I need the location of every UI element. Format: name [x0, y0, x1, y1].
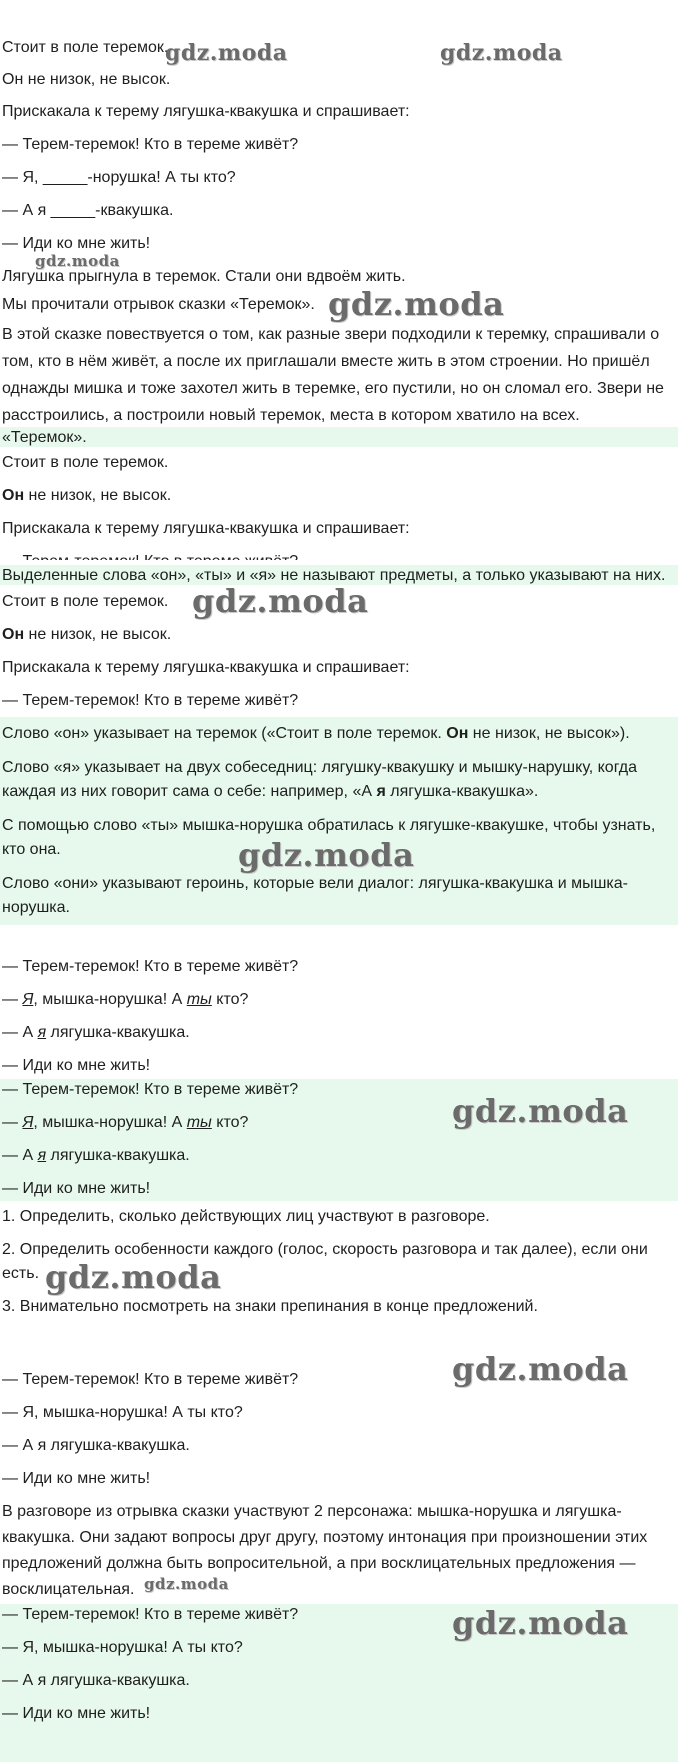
poem-line: — Иди ко мне жить!: [2, 235, 151, 252]
explain-line: кто она.: [2, 841, 61, 858]
dialog-line: — Иди ко мне жить!: [2, 1470, 151, 1487]
dialog-line: — Терем-теремок! Кто в тереме живёт?: [2, 1606, 299, 1623]
answer-highlight: [0, 427, 678, 447]
watermark-logo: gdz.moda: [452, 1350, 629, 1388]
summary-line: том, кто в нём живёт, а после их приглашали вместе жить в этом строении. Но пришёл: [2, 353, 650, 370]
conclusion-line: квакушка. Они задают вопросы друг другу, поэтому интонация при произношении этих: [2, 1529, 648, 1546]
watermark-logo: gdz.moda: [165, 40, 288, 66]
explain-line: [2, 782, 538, 802]
poem-line: Прискакала к терему лягушка-квакушка и спрашивает:: [2, 520, 410, 537]
text-span: лягушка-квакушка.: [46, 1024, 190, 1041]
text-span: , мышка-норушка! А: [33, 1114, 187, 1131]
text-span: — А: [2, 1024, 38, 1041]
watermark-logo: gdz.moda: [45, 1258, 222, 1296]
watermark-logo: gdz.moda: [238, 836, 415, 874]
pronoun-underlined: ты: [186, 1114, 212, 1131]
poem-line: Он не низок, не высок.: [2, 71, 171, 88]
watermark-logo: gdz.moda: [452, 1604, 629, 1642]
bold-word: Он: [2, 626, 25, 643]
text-span: Слово «он» указывает на теремок («Стоит в поле теремок.: [2, 725, 447, 742]
step-line: 1. Определить, сколько действующих лиц участвуют в разговоре.: [2, 1208, 490, 1225]
pronoun-underlined: Я: [22, 1114, 34, 1131]
dialog-line: — Иди ко мне жить!: [2, 1180, 151, 1197]
conclusion-line: восклицательная.: [2, 1581, 135, 1598]
text-span: не низок, не высок.: [24, 626, 172, 643]
watermark-logo: gdz.moda: [440, 40, 563, 66]
text-span: каждая из них говорит сама о себе: например, «А: [2, 783, 377, 800]
text-span: лягушка-квакушка».: [385, 783, 539, 800]
poem-line: Прискакала к терему лягушка-квакушка и спрашивает:: [2, 103, 410, 120]
explain-line: Слово «я» указывает на двух собеседниц: лягушку-квакушку и мышку-нарушку, когда: [2, 759, 638, 776]
text-span: —: [2, 991, 23, 1008]
poem-line: Лягушка прыгнула в теремок. Стали они вдвоём жить.: [2, 268, 406, 285]
explain-line: Слово «они» указывают героинь, которые вели диалог: лягушка-квакушка и мышка-: [2, 875, 628, 892]
watermark-logo: gdz.moda: [144, 1575, 229, 1593]
pronoun-underlined: я: [37, 1024, 47, 1041]
poem-line: [2, 625, 171, 645]
explain-line: норушка.: [2, 899, 70, 916]
dialog-line: — Иди ко мне жить!: [2, 1705, 151, 1722]
explain-line: [2, 724, 630, 744]
bold-word: Он: [2, 487, 25, 504]
read-line: Мы прочитали отрывок сказки «Теремок».: [2, 296, 315, 313]
text-span: — А: [2, 1147, 38, 1164]
dialog-line: [2, 1023, 190, 1043]
pronoun-underlined: я: [37, 1147, 47, 1164]
text-span: кто?: [211, 991, 249, 1008]
dialog-line: — Терем-теремок! Кто в тереме живёт?: [2, 1371, 299, 1388]
poem-line: Стоит в поле теремок.: [2, 454, 169, 471]
dialog-line: [2, 1146, 190, 1166]
dialog-line: — Терем-теремок! Кто в тереме живёт?: [2, 1081, 299, 1098]
dialog-line: — А я лягушка-квакушка.: [2, 1672, 190, 1689]
poem-line: Стоит в поле теремок.: [2, 593, 169, 610]
text-span: не низок, не высок»).: [468, 725, 630, 742]
highlight-note: Выделенные слова «он», «ты» и «я» не называют предметы, а только указывают на них.: [2, 567, 666, 584]
bold-word: Он: [446, 725, 469, 742]
summary-line: расстроились, а построили новый теремок, места в котором хватило на всех.: [2, 407, 580, 424]
dialog-line: [2, 990, 248, 1010]
watermark-logo: gdz.moda: [192, 582, 369, 620]
dialog-line: [2, 1113, 248, 1133]
text-span: кто?: [211, 1114, 249, 1131]
pronoun-underlined: Я: [22, 991, 34, 1008]
summary-line: В этой сказке повествуется о том, как разные звери подходили к теремку, спрашивали о: [2, 326, 660, 343]
watermark-logo: gdz.moda: [35, 252, 120, 270]
step-line: 3. Внимательно посмотреть на знаки препинания в конце предложений.: [2, 1298, 538, 1315]
poem-line: Стоит в поле теремок.: [2, 39, 169, 56]
poem-line: [2, 486, 171, 506]
dialog-line: — Я, мышка-норушка! А ты кто?: [2, 1639, 243, 1656]
bold-word: я: [376, 783, 386, 800]
text-span: , мышка-норушка! А: [33, 991, 187, 1008]
poem-line: — Терем-теремок! Кто в тереме живёт?: [2, 136, 299, 153]
poem-line: — А я _____-квакушка.: [2, 202, 174, 219]
text-span: лягушка-квакушка.: [46, 1147, 190, 1164]
poem-line: — Я, _____-норушка! А ты кто?: [2, 169, 236, 186]
step-line: 2. Определить особенности каждого (голос, скорость разговора и так далее), если они: [2, 1241, 648, 1258]
explain-line: С помощью слово «ты» мышка-норушка обратилась к лягушке-квакушке, чтобы узнать,: [2, 817, 656, 834]
watermark-logo: gdz.moda: [452, 1092, 629, 1130]
poem-line: Прискакала к терему лягушка-квакушка и спрашивает:: [2, 659, 410, 676]
text-span: не низок, не высок.: [24, 487, 172, 504]
answer-title: «Теремок».: [2, 429, 87, 446]
dialog-line: — Я, мышка-норушка! А ты кто?: [2, 1404, 243, 1421]
watermark-logo: gdz.moda: [328, 285, 505, 323]
conclusion-line: В разговоре из отрывка сказки участвуют 2 персонажа: мышка-норушка и лягушка-: [2, 1503, 622, 1520]
summary-line: однажды мишка и тоже захотел жить в теремке, его пустили, но он сломал его. Звери не: [2, 380, 664, 397]
conclusion-line: предложений должна быть вопросительной, а при восклицательных предложения —: [2, 1555, 636, 1572]
dialog-line: — А я лягушка-квакушка.: [2, 1437, 190, 1454]
text-span: —: [2, 1114, 23, 1131]
dialog-line: — Иди ко мне жить!: [2, 1057, 151, 1074]
pronoun-underlined: ты: [186, 991, 212, 1008]
poem-line: — Терем-теремок! Кто в тереме живёт?: [2, 692, 299, 709]
dialog-line: — Терем-теремок! Кто в тереме живёт?: [2, 958, 299, 975]
step-line: есть.: [2, 1265, 40, 1282]
